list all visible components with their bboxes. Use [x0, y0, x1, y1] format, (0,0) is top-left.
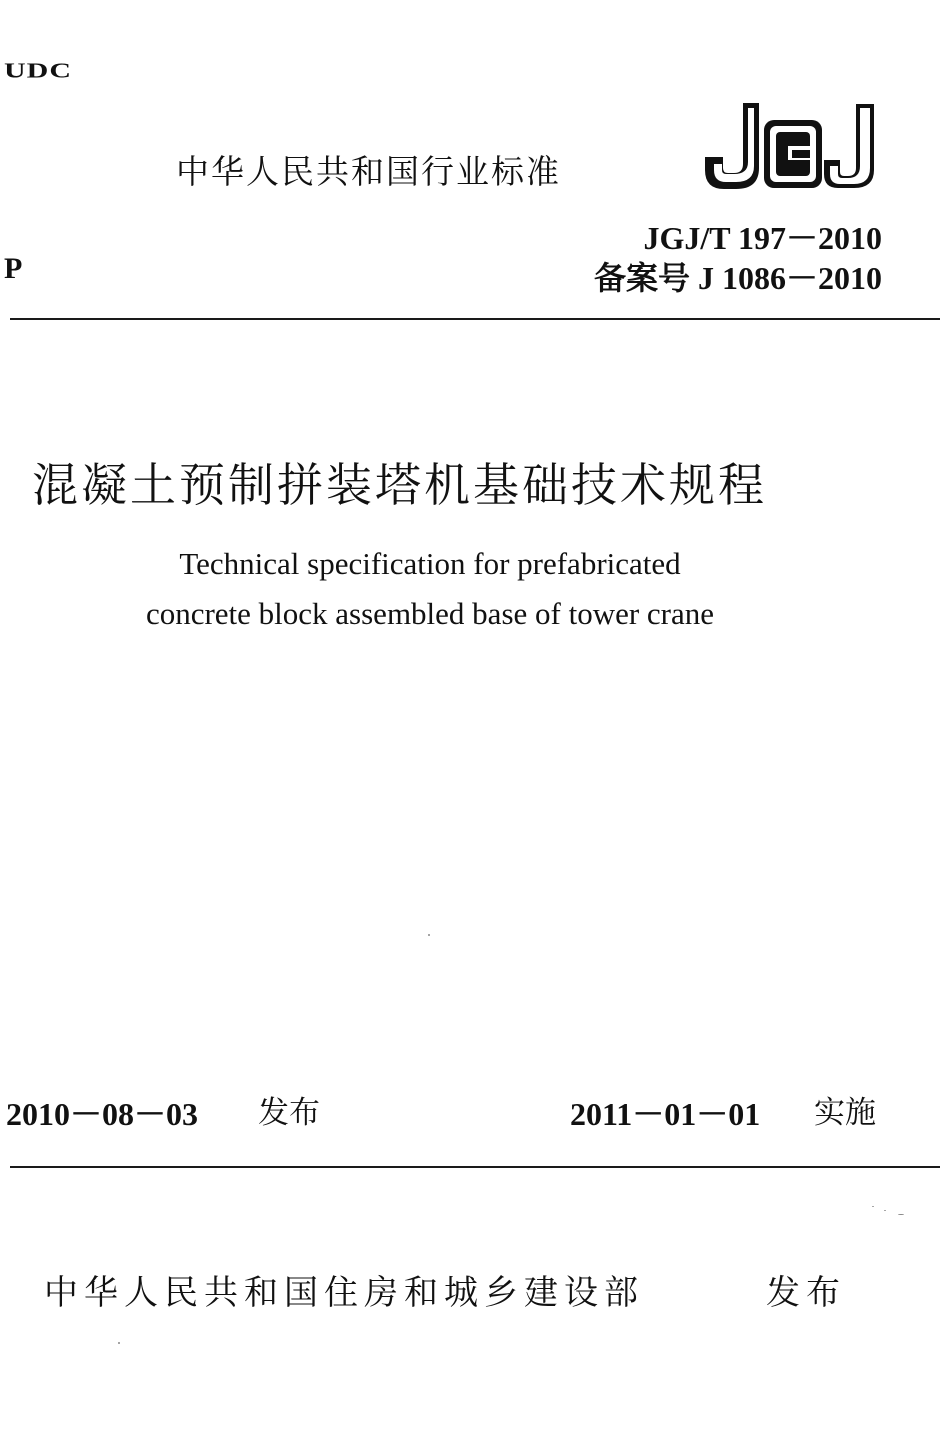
category-code: P: [4, 252, 23, 285]
scan-speck: [884, 1210, 886, 1211]
effective-label: 实施: [814, 1095, 876, 1131]
scan-speck: [428, 934, 430, 936]
udc-label: UDC: [4, 58, 72, 83]
issuing-authority: 中华人民共和国住房和城乡建设部: [44, 1273, 644, 1313]
record-number: 备案号 J 1086－2010: [593, 260, 882, 296]
scan-speck: [872, 1206, 874, 1207]
industry-standard-title: 中华人民共和国行业标准: [176, 152, 561, 191]
document-title-english-line1: Technical specification for prefabricated: [179, 546, 681, 581]
scan-speck: [898, 1214, 904, 1215]
document-title-chinese: 混凝土预制拼装塔机基础技术规程: [32, 458, 767, 512]
document-title-english-line2: concrete block assembled base of tower crane: [145, 596, 715, 631]
issue-date: 2010－08－03: [6, 1096, 199, 1132]
bottom-divider: [10, 1166, 940, 1168]
standard-number: JGJ/T 197－2010: [643, 220, 882, 256]
top-divider: [10, 318, 940, 320]
effective-date: 2011－01－01: [570, 1096, 761, 1132]
issue-label: 发布: [258, 1095, 320, 1131]
scan-speck: [118, 1342, 120, 1344]
jgj-logo: [704, 100, 888, 192]
issuing-action: 发布: [766, 1273, 846, 1313]
